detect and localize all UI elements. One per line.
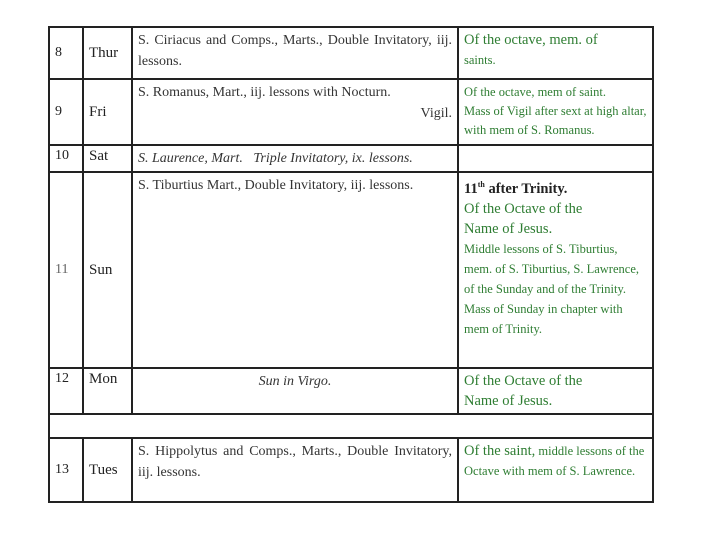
- saint-entry: S. Tiburtius Mart., Double Invitatory, iij. lessons.: [132, 172, 458, 368]
- office-line: Name of Jesus.: [464, 393, 553, 409]
- day-number: 9: [49, 79, 83, 145]
- saint-entry: Sun in Virgo.: [132, 368, 458, 414]
- office-line: middle lessons of the Octave with mem of S. Lawrence.: [464, 444, 645, 478]
- gap-cell: [49, 414, 653, 438]
- day-number: 11: [49, 172, 83, 368]
- office-line: Mass of Sunday in chapter with mem of Trinity.: [464, 301, 623, 336]
- office-entry: [458, 172, 653, 368]
- office-line: Of the Octave of the: [464, 373, 583, 389]
- day-of-week: Sun: [83, 172, 132, 368]
- table-row: [49, 368, 653, 414]
- saint-text: S. Romanus, Mart., iij. lessons with Nocturn.: [138, 85, 391, 100]
- office-title-num: 11: [464, 180, 478, 197]
- saint-entry: S. Laurence, Mart. Triple Invitatory, ix. lessons.: [132, 145, 458, 172]
- table-row: [49, 79, 653, 145]
- day-number: 12: [49, 368, 83, 414]
- office-line: Of the Octave of the: [464, 200, 583, 217]
- table-row: [49, 438, 653, 502]
- day-of-week: Thur: [83, 27, 132, 79]
- office-entry: [458, 79, 653, 145]
- office-entry: [458, 438, 653, 502]
- office-line: saints.: [464, 53, 496, 67]
- table-row: [49, 145, 653, 172]
- office-entry: [458, 145, 653, 172]
- office-entry: [458, 27, 653, 79]
- office-title: [464, 175, 647, 199]
- office-line: Of the octave, mem of saint.: [464, 85, 606, 99]
- office-lead: Of the saint,: [464, 443, 536, 459]
- office-title-rest: after Trinity.: [484, 180, 568, 197]
- vigil-label: Vigil.: [420, 106, 452, 121]
- table-row: [49, 27, 653, 79]
- saint-entry: S. Ciriacus and Comps., Marts., Double Invitatory, iij. lessons.: [132, 27, 458, 79]
- day-of-week: Sat: [83, 145, 132, 172]
- row-gap: [49, 414, 653, 438]
- table-row: [49, 172, 653, 368]
- day-number: 8: [49, 27, 83, 79]
- day-of-week: Fri: [83, 79, 132, 145]
- office-line: Name of Jesus.: [464, 220, 553, 237]
- saint-entry: S. Hippolytus and Comps., Marts., Double Invitatory, iij. lessons.: [132, 438, 458, 502]
- office-title-sup: th: [477, 180, 485, 189]
- office-entry: [458, 368, 653, 414]
- office-line: Middle lessons of S. Tiburtius, mem. of S. Tiburtius, S. Lawrence, of the Sunday and of the Trinity.: [464, 241, 639, 296]
- day-number: 13: [49, 438, 83, 502]
- day-number: 10: [49, 145, 83, 172]
- day-of-week: Tues: [83, 438, 132, 502]
- calendar-table: [48, 26, 654, 503]
- office-line: Mass of Vigil after sext at high altar, with mem of S. Romanus.: [464, 104, 647, 137]
- office-line: Of the octave, mem. of: [464, 32, 598, 48]
- saint-entry: [132, 79, 458, 145]
- day-of-week: Mon: [83, 368, 132, 414]
